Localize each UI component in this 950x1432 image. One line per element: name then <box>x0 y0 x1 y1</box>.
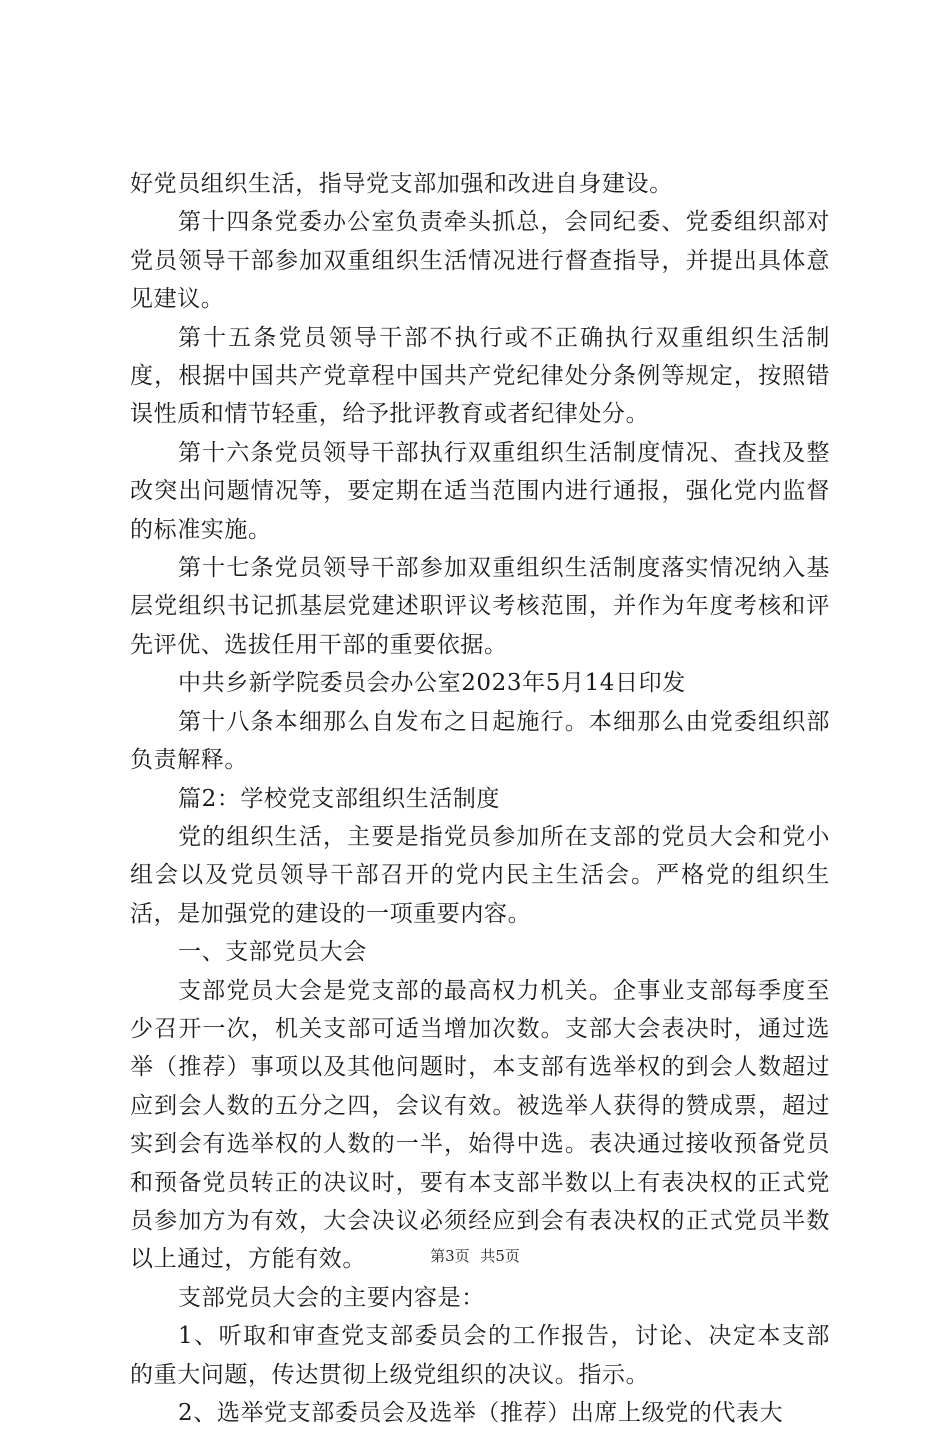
page-number: 第3页 <box>430 1247 470 1265</box>
paragraph: 第十六条党员领导干部执行双重组织生活制度情况、查找及整改突出问题情况等，要定期在适当范围内进行通报，强化党内监督的标准实施。 <box>130 439 830 543</box>
paragraph: 第十五条党员领导干部不执行或不正确执行双重组织生活制度，根据中国共产党章程中国共产党纪律处分条例等规定，按照错误性质和情节轻重，给予批评教育或者纪律处分。 <box>130 324 830 428</box>
paragraph: 支部党员大会的主要内容是： <box>178 1284 485 1311</box>
paragraph: 2、选举党支部委员会及选举（推荐）出席上级党的代表大 <box>178 1400 784 1426</box>
paragraph: 支部党员大会是党支部的最高权力机关。企事业支部每季度至少召开一次，机关支部可适当增加次数。支部大会表决时，通过选举（推荐）事项以及其他问题时，本支部有选举权的到会人数超过应到会人数的五分之四，会议有效。被选举人获得的赞成票，超过实到会有选举权的人数的一半，始得中选。表决通过接收预备党员和预备党员转正的决议时，要有本支部半数以上有表决权的正式党员参加方为有效，大会决议必须经应到会有表决权的正式党员半数以上通过，方能有效。 <box>130 977 830 1273</box>
document-body <box>130 165 830 1432</box>
paragraph: 1、听取和审查党支部委员会的工作报告，讨论、决定本支部的重大问题，传达贯彻上级党组织的决议。指示。 <box>130 1323 830 1388</box>
paragraph: 第十七条党员领导干部参加双重组织生活制度落实情况纳入基层党组织书记抓基层党建述职评议考核范围，并作为年度考核和评先评优、选拔任用干部的重要依据。 <box>130 555 830 658</box>
page-footer <box>0 1245 950 1266</box>
paragraph: 党的组织生活，主要是指党员参加所在支部的党员大会和党小组会以及党员领导干部召开的党内民主生活会。严格党的组织生活，是加强党的建设的一项重要内容。 <box>130 823 830 927</box>
page-total: 共5页 <box>480 1247 520 1265</box>
paragraph: 好党员组织生活，指导党支部加强和改进自身建设。 <box>130 171 673 197</box>
paragraph: 中共乡新学院委员会办公室2023年5月14日印发 <box>178 670 686 697</box>
paragraph: 一、支部党员大会 <box>178 939 367 966</box>
paragraph: 第十八条本细那么自发布之日起施行。本细那么由党委组织部负责解释。 <box>130 708 830 774</box>
paragraph: 第十四条党委办公室负责牵头抓总，会同纪委、党委组织部对党员领导干部参加双重组织生活情况进行督查指导，并提出具体意见建议。 <box>130 209 830 313</box>
paragraph: 篇2：学校党支部组织生活制度 <box>178 785 501 812</box>
